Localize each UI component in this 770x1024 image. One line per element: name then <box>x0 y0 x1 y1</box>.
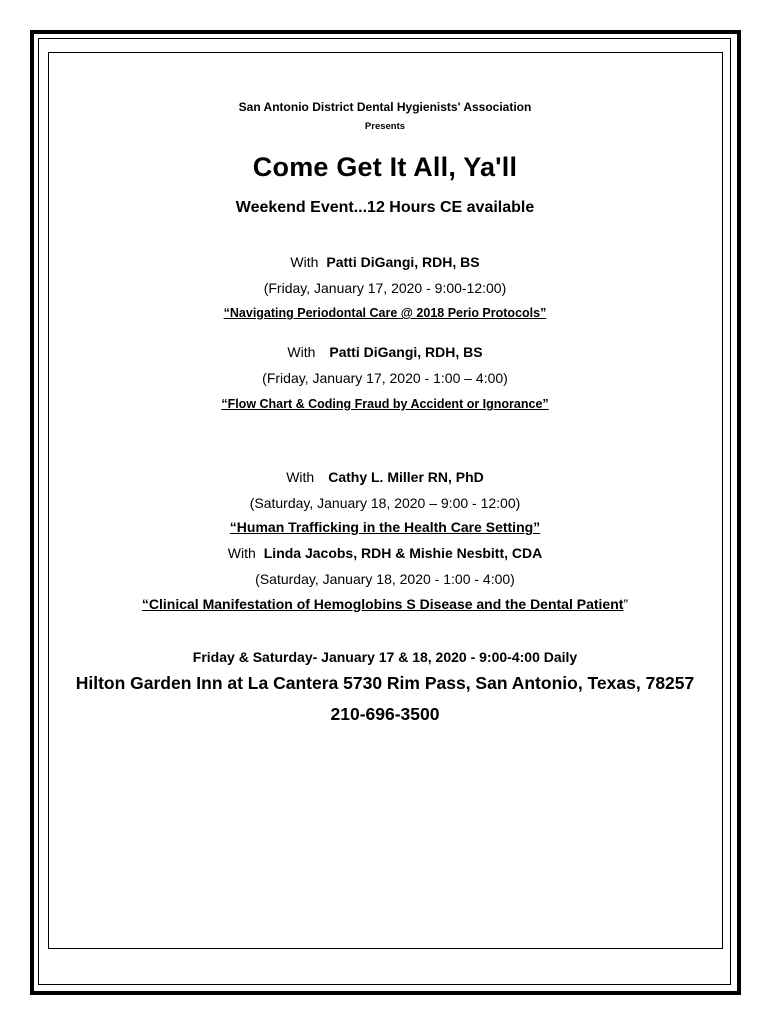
session-4-date: (Saturday, January 18, 2020 - 1:00 - 4:00) <box>255 571 515 587</box>
session-1-with-label: With <box>290 254 319 270</box>
session-2-speaker-line <box>50 344 720 360</box>
event-title: Come Get It All, Ya'll <box>252 152 518 182</box>
organization-name: San Antonio District Dental Hygienists' Association <box>238 100 532 114</box>
session-4-speaker: Linda Jacobs, RDH & Mishie Nesbitt, CDA <box>263 545 543 561</box>
session-1-topic: “Navigating Periodontal Care @ 2018 Perio Protocols” <box>223 306 547 320</box>
session-3-date: (Saturday, January 18, 2020 – 9:00 - 12:00) <box>249 495 521 511</box>
session-2-topic-line <box>50 397 720 411</box>
session-4-topic-line <box>50 596 720 612</box>
presents-label: Presents <box>364 121 406 132</box>
session-2-with-label: With <box>287 344 316 360</box>
session-4-topic: “Clinical Manifestation of Hemoglobins S Disease and the Dental Patient <box>141 596 624 612</box>
session-2-date: (Friday, January 17, 2020 - 1:00 – 4:00) <box>262 370 508 386</box>
session-2-topic: “Flow Chart & Coding Fraud by Accident or Ignorance” <box>221 397 549 411</box>
session-3-speaker: Cathy L. Miller RN, PhD <box>328 469 484 485</box>
event-schedule: Friday & Saturday- January 17 & 18, 2020 - 9:00-4:00 Daily <box>192 649 578 665</box>
session-3-topic-line <box>50 519 720 535</box>
session-3-speaker-line <box>50 469 720 485</box>
venue-address: Hilton Garden Inn at La Cantera 5730 Rim Pass, San Antonio, Texas, 78257 <box>75 673 695 693</box>
session-1-speaker-line <box>50 254 720 270</box>
session-4-speaker-line <box>50 545 720 561</box>
session-1-date: (Friday, January 17, 2020 - 9:00-12:00) <box>263 280 507 296</box>
event-subtitle: Weekend Event...12 Hours CE available <box>235 199 535 216</box>
session-1-topic-line <box>50 306 720 320</box>
session-4-with-label: With <box>227 545 256 561</box>
session-2-speaker: Patti DiGangi, RDH, BS <box>329 344 483 360</box>
venue-phone: 210-696-3500 <box>330 704 440 724</box>
session-4-topic-close-quote: ” <box>623 596 629 612</box>
session-3-with-label: With <box>286 469 315 485</box>
session-1-speaker: Patti DiGangi, RDH, BS <box>326 254 480 270</box>
session-3-topic: “Human Trafficking in the Health Care Setting” <box>229 519 541 535</box>
